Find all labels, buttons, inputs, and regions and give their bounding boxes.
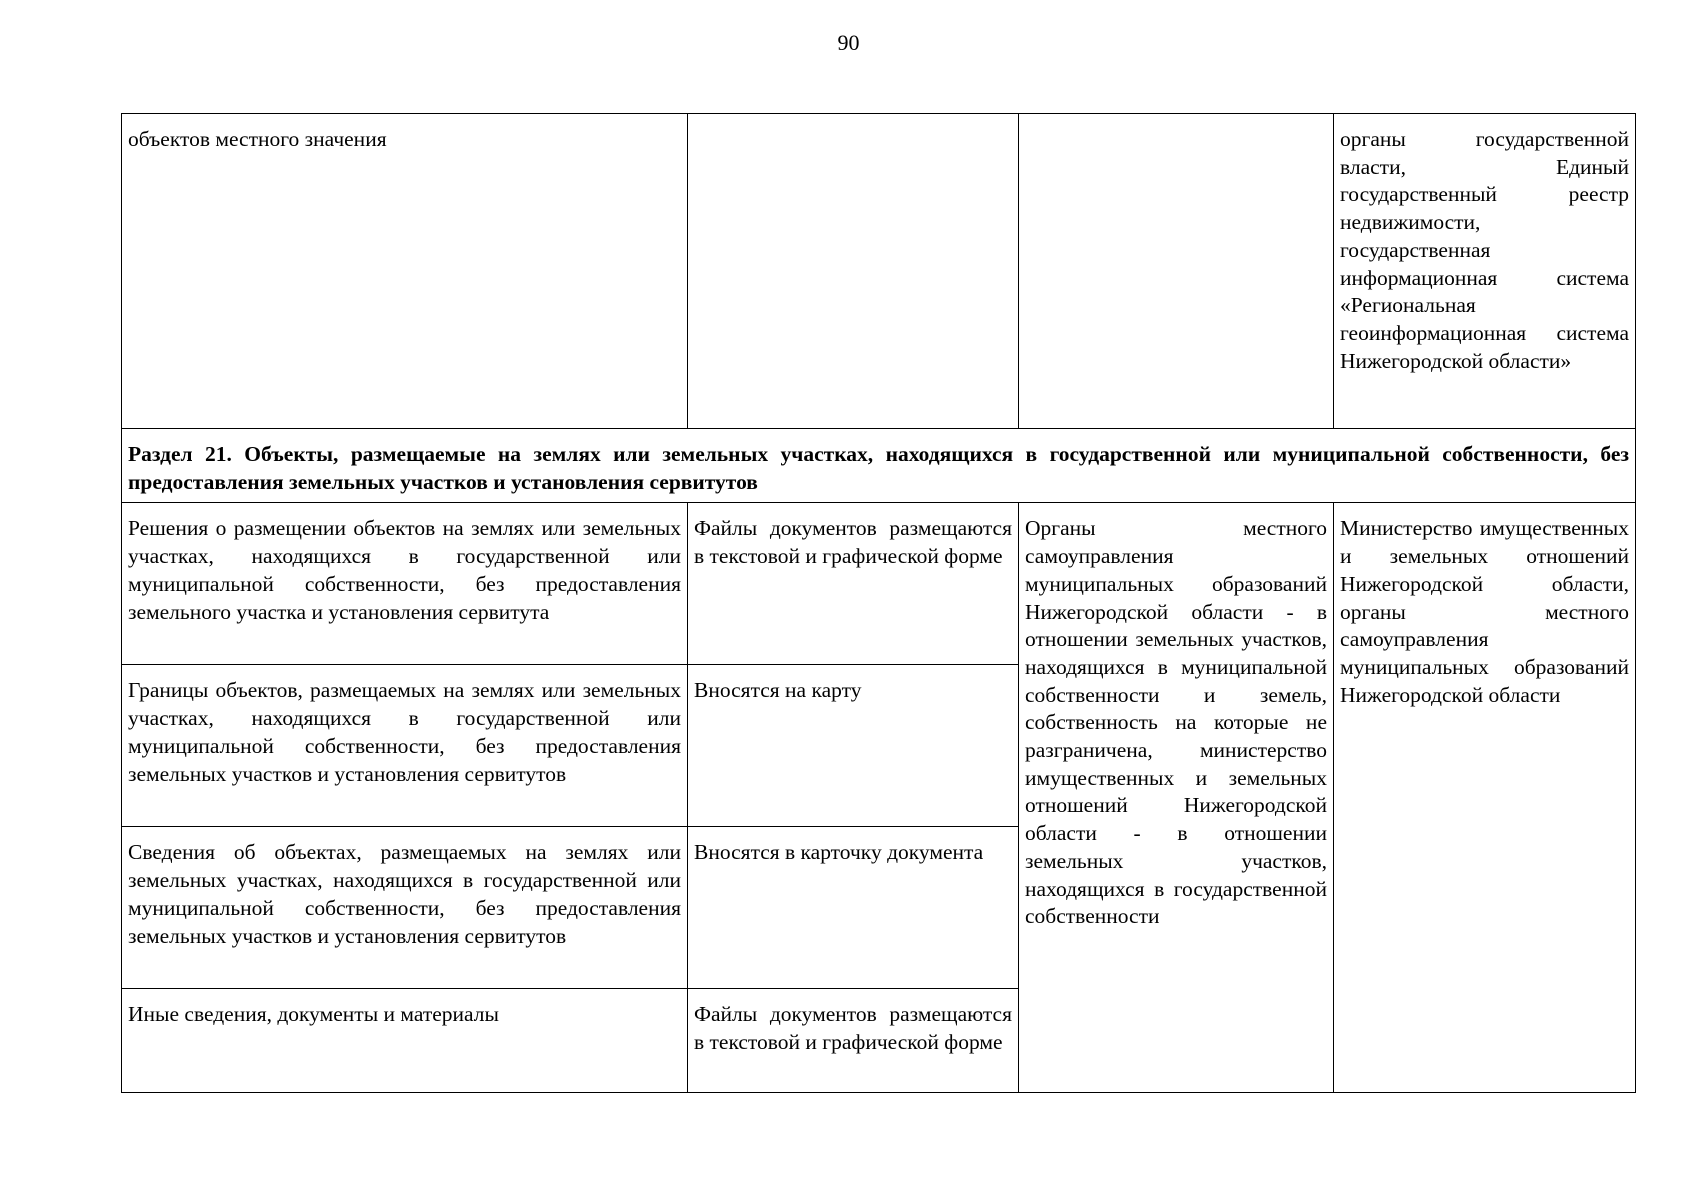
cell-info-type: Сведения об объектах, размещаемых на землях или земельных участках, находящихся в государственной или муниципальной собственности, без предоставления земельных участков и установления сервитутов	[122, 827, 688, 989]
cell-providers: Органы местного самоуправления муниципальных образований Нижегородской области - в отношении земельных участков, находящихся в муниципальной собственности и земель, собственность на которые не разграничена, министерство имущественных и земельных отношений Нижегородской области - в отношении земельных участков, находящихся в государственной собственности	[1019, 503, 1334, 1093]
cell-method: Вносятся на карту	[688, 665, 1019, 827]
table-row	[122, 114, 1636, 429]
cell-recipients: органы государственной власти, Единый государственный реестр недвижимости, государственная информационная система «Региональная геоинформационная система Нижегородской области»	[1334, 114, 1636, 429]
cell-method	[688, 114, 1019, 429]
cell-method: Файлы документов размещаются в текстовой и графической форме	[688, 989, 1019, 1093]
register-table	[121, 113, 1636, 1093]
cell-recipients: Министерство имущественных и земельных отношений Нижегородской области, органы местного самоуправления муниципальных образований Нижегородской области	[1334, 503, 1636, 1093]
cell-info-type: объектов местного значения	[122, 114, 688, 429]
table-row	[122, 503, 1636, 665]
section-row	[122, 429, 1636, 503]
cell-method: Вносятся в карточку документа	[688, 827, 1019, 989]
cell-providers	[1019, 114, 1334, 429]
section-title: Раздел 21. Объекты, размещаемые на землях или земельных участках, находящихся в государственной или муниципальной собственности, без предоставления земельных участков и установления сервитутов	[122, 429, 1636, 503]
cell-info-type: Иные сведения, документы и материалы	[122, 989, 688, 1093]
cell-info-type: Границы объектов, размещаемых на землях или земельных участках, находящихся в государственной или муниципальной собственности, без предоставления земельных участков и установления сервитутов	[122, 665, 688, 827]
cell-method: Файлы документов размещаются в текстовой и графической форме	[688, 503, 1019, 665]
cell-info-type: Решения о размещении объектов на землях или земельных участках, находящихся в государственной или муниципальной собственности, без предоставления земельного участка и установления сервитута	[122, 503, 688, 665]
page-number: 90	[837, 30, 860, 55]
